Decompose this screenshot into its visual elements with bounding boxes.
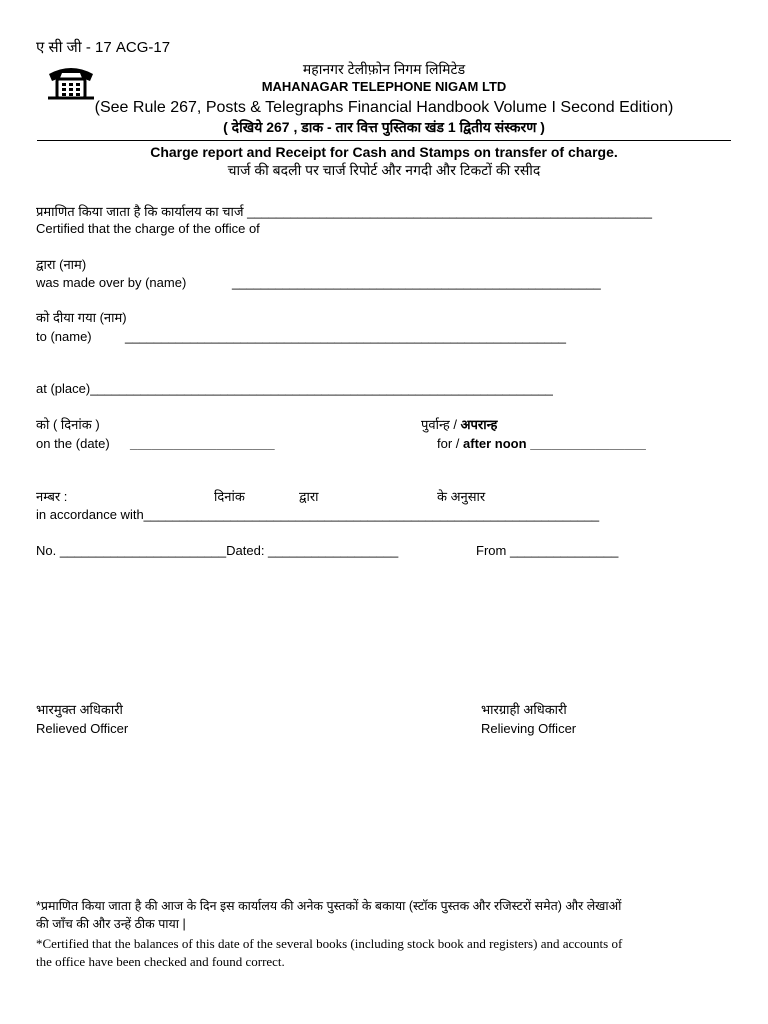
made-over-by-hindi-label: द्वारा (नाम) [36, 257, 87, 272]
made-over-by-english-label: was made over by (name) [36, 275, 187, 290]
by-hindi-label: द्वारा [299, 489, 319, 504]
relieving-officer-hindi: भारग्राही अधिकारी [481, 702, 567, 717]
date-hindi-label: को ( दिनांक ) [36, 417, 100, 432]
form-title-hindi: चार्ज की बदली पर चार्ज रिपोर्ट और नगदी और टिकटों की रसीद [227, 162, 541, 178]
header-divider [37, 140, 731, 141]
to-name-field[interactable]: _____________________________________________________________ [125, 329, 567, 344]
org-name-english: MAHANAGAR TELEPHONE NIGAM LTD [261, 79, 507, 94]
from-field[interactable]: From _______________ [476, 543, 619, 558]
date-english-label: on the (date) [36, 436, 110, 451]
number-hindi-label: नम्बर : [36, 489, 68, 504]
number-dated-field[interactable]: No. _______________________Dated: __________________ [36, 543, 399, 558]
rule-reference-english: (See Rule 267, Posts & Telegraphs Financial Handbook Volume I Second Edition) [94, 99, 674, 116]
footer-hindi-line-2: की जाँच की और उन्हें ठीक पाया | [36, 917, 186, 931]
certified-english-label: Certified that the charge of the office of [36, 221, 260, 236]
accordance-field[interactable]: in accordance with_______________________________________________________________ [36, 507, 600, 522]
relieving-officer-label: Relieving Officer [481, 721, 577, 736]
to-name-english-label: to (name) [36, 329, 92, 344]
forenoon-afternoon-hindi-label [421, 418, 497, 432]
form-code: ए सी जी - 17 ACG-17 [36, 39, 171, 56]
place-field[interactable]: at (place)________________________________________________________________ [36, 381, 553, 396]
form-title-english: Charge report and Receipt for Cash and Stamps on transfer of charge. [150, 144, 618, 160]
afternoon-field[interactable]: ________________ [530, 436, 646, 451]
to-name-hindi-label: को दीया गया (नाम) [36, 310, 127, 325]
org-name-hindi: महानगर टेलीफ़ोन निगम लिमिटेड [302, 61, 466, 77]
relieved-officer-hindi: भारमुक्त अधिकारी [36, 702, 123, 717]
relieved-officer-label: Relieved Officer [36, 721, 129, 736]
footer-hindi-line-1: *प्रमाणित किया जाता है की आज के दिन इस कार्यालय की अनेक पुस्तकों के बकाया (स्टॉक पुस्तक और रजिस्टरों समेत) और लेखाओं [36, 899, 622, 913]
certified-hindi-field[interactable]: प्रमाणित किया जाता है कि कार्यालय का चार्ज ________________________________________________________ [36, 204, 653, 219]
footer-english-line-1: *Certified that the balances of this date of the several books (including stock book and registers) and accounts of [36, 936, 623, 951]
afternoon-hindi: अपरान्ह [460, 417, 498, 432]
forenoon-hindi: पुर्वान्ह / [421, 417, 461, 432]
for-afternoon-row [437, 437, 646, 451]
date-field[interactable]: ____________________ [130, 436, 275, 451]
for-label: for / [437, 436, 464, 451]
made-over-by-name-field[interactable]: ___________________________________________________ [232, 275, 601, 290]
afternoon-label: after noon [463, 436, 527, 451]
according-hindi-label: के अनुसार [437, 489, 486, 504]
dated-hindi-label: दिनांक [214, 489, 245, 504]
rule-reference-hindi: ( देखिये 267 , डाक - तार वित्त पुस्तिका खंड 1 द्वितीय संस्करण ) [223, 119, 545, 135]
footer-english-line-2: the office have been checked and found correct. [36, 954, 285, 969]
